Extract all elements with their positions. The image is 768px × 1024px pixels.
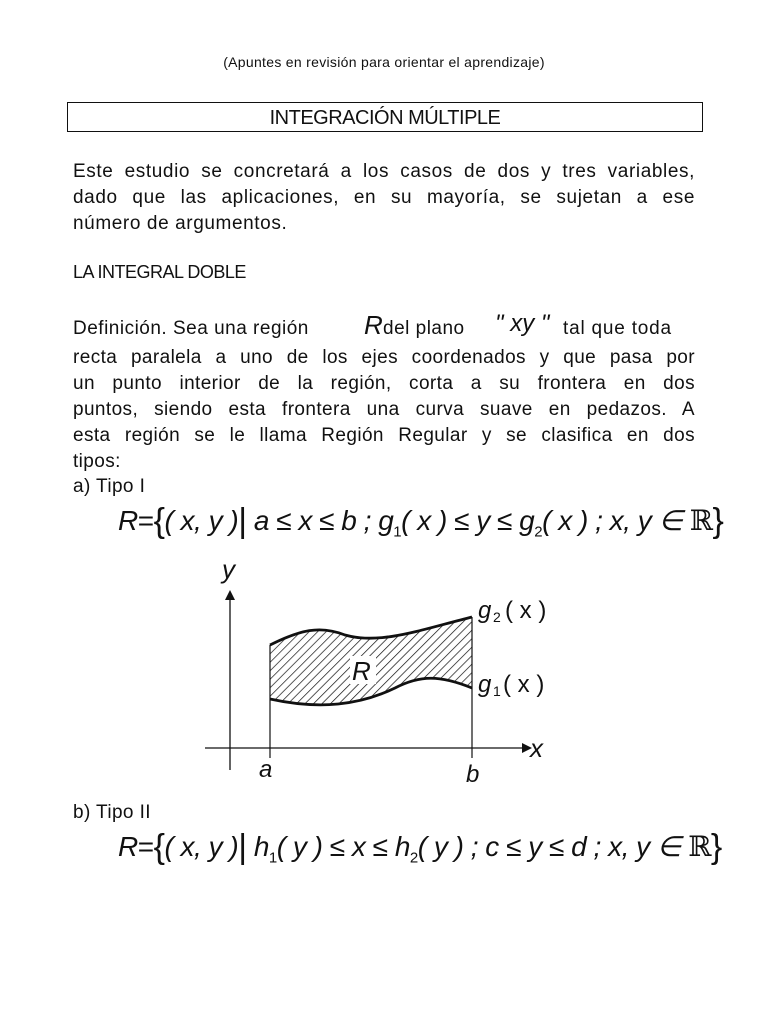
region-symbol: R bbox=[364, 310, 383, 340]
formula-R: R bbox=[118, 505, 138, 536]
formula-lbrace: { bbox=[153, 828, 165, 866]
g1-label: g bbox=[478, 671, 492, 698]
formula-g1-sub: 1 bbox=[393, 523, 402, 541]
formula-cond-y: c ≤ y ≤ d ; bbox=[485, 831, 601, 862]
formula-eq: = bbox=[137, 505, 154, 536]
formula-h2: h bbox=[394, 831, 410, 862]
formula-h1-arg: ( y ) ≤ x ≤ bbox=[276, 831, 388, 862]
y-axis-label: y bbox=[222, 554, 235, 584]
definition-line: un punto interior de la región, corta a su frontera en dos bbox=[73, 373, 695, 394]
g2-label: g bbox=[478, 597, 492, 624]
formula-h2-sub: 2 bbox=[409, 849, 418, 867]
definition-text-b: del plano bbox=[383, 318, 465, 339]
g2-arg: ( x ) bbox=[505, 597, 547, 624]
g1-sub: 1 bbox=[493, 683, 501, 699]
formula-rbrace: } bbox=[710, 828, 722, 866]
formula-h2-arg: ( y ) ; bbox=[417, 831, 479, 862]
formula-bar: | bbox=[238, 828, 247, 866]
definition-text-a: Definición. Sea una región bbox=[73, 318, 309, 339]
formula-pair: ( x, y ) bbox=[164, 831, 239, 862]
a-label: a bbox=[259, 756, 273, 783]
formula-g1-arg: ( x ) ≤ y ≤ bbox=[401, 505, 512, 536]
definition-line: puntos, siendo esta frontera una curva suave en pedazos. A bbox=[73, 399, 695, 420]
formula-g2-sub: 2 bbox=[534, 523, 543, 541]
type1-formula bbox=[118, 500, 723, 541]
g1-arg: ( x ) bbox=[503, 671, 545, 698]
intro-paragraph bbox=[73, 159, 695, 237]
formula-h1-sub: 1 bbox=[268, 849, 277, 867]
formula-g2-arg: ( x ) ; bbox=[542, 505, 603, 536]
formula-cond-x: a ≤ x ≤ b ; bbox=[253, 505, 371, 536]
reals-symbol: ℝ bbox=[689, 504, 713, 537]
formula-g2: g bbox=[519, 505, 535, 536]
definition-first-line bbox=[73, 312, 695, 346]
page-title: INTEGRACIÓN MÚLTIPLE bbox=[67, 102, 703, 132]
type1-region-graph bbox=[0, 550, 768, 800]
region-label: R bbox=[352, 656, 371, 686]
type2-label: b) Tipo II bbox=[73, 802, 151, 823]
formula-eq: = bbox=[137, 831, 154, 862]
intro-line: dado que las aplicaciones, en su mayoría, se sujetan a ese bbox=[73, 187, 695, 208]
formula-pair: ( x, y ) bbox=[164, 505, 239, 536]
b-label: b bbox=[466, 761, 480, 788]
plane-symbol: " xy " bbox=[495, 310, 550, 337]
type2-formula bbox=[118, 826, 722, 867]
formula-xy: x, y ∈ bbox=[609, 505, 683, 536]
formula-R: R bbox=[118, 831, 138, 862]
g2-sub: 2 bbox=[493, 609, 501, 625]
definition-line: tipos: bbox=[73, 451, 121, 472]
formula-bar: | bbox=[238, 502, 247, 540]
intro-line: Este estudio se concretará a los casos de dos y tres variables, bbox=[73, 161, 695, 182]
formula-lbrace: { bbox=[153, 502, 165, 540]
reals-symbol: ℝ bbox=[688, 830, 711, 863]
definition-line: esta región se le llama Región Regular y se clasifica en dos bbox=[73, 425, 695, 446]
definition-line: recta paralela a uno de los ejes coordenados y que pasa por bbox=[73, 347, 695, 368]
definition-text-c: tal que toda bbox=[563, 318, 672, 339]
intro-line: número de argumentos. bbox=[73, 213, 288, 234]
formula-h1: h bbox=[253, 831, 269, 862]
section-heading: LA INTEGRAL DOBLE bbox=[73, 262, 246, 282]
header-note: (Apuntes en revisión para orientar el aprendizaje) bbox=[223, 54, 545, 70]
formula-g1: g bbox=[378, 505, 394, 536]
x-axis-label: x bbox=[530, 733, 543, 763]
formula-xy: x, y ∈ bbox=[608, 831, 681, 862]
definition-paragraph bbox=[73, 345, 695, 475]
type1-label: a) Tipo I bbox=[73, 476, 146, 497]
formula-rbrace: } bbox=[712, 502, 724, 540]
